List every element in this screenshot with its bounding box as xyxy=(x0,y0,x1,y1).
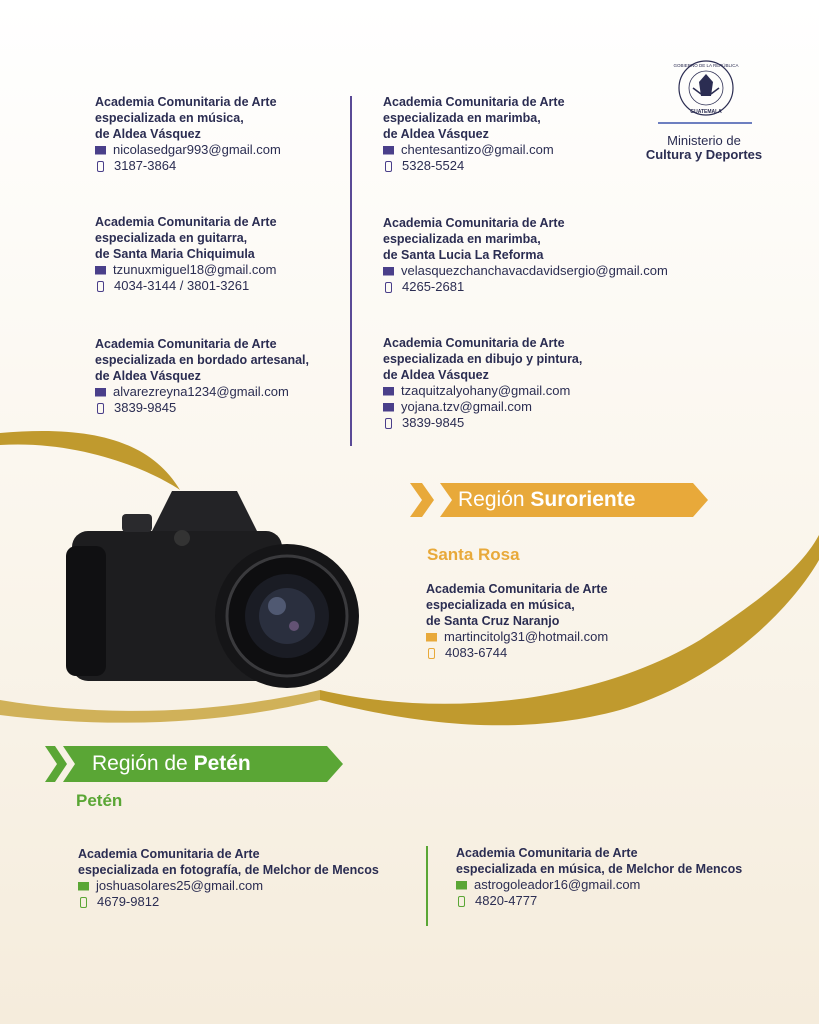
entry-email: tzunuxmiguel18@gmail.com xyxy=(113,262,277,277)
entry-specialty: especializada en marimba, xyxy=(383,232,541,246)
phone-icon xyxy=(458,896,465,907)
entry-specialty: especializada en bordado artesanal, xyxy=(95,353,309,367)
entry-specialty: especializada en marimba, xyxy=(383,111,541,125)
entry-title: Academia Comunitaria de Arte xyxy=(383,216,565,230)
entry-specialty: especializada en dibujo y pintura, xyxy=(383,352,583,366)
envelope-icon xyxy=(426,633,437,642)
entry-peten-1 xyxy=(78,846,379,910)
phone-icon xyxy=(97,403,104,414)
region-peten-banner xyxy=(92,747,251,781)
entry-top-right-1 xyxy=(383,94,565,174)
entry-location: de Aldea Vásquez xyxy=(383,368,489,382)
banner-prefix: Región de xyxy=(92,752,194,775)
dept-peten: Petén xyxy=(76,791,123,810)
envelope-icon xyxy=(95,146,106,155)
entry-email: martincitolg31@hotmail.com xyxy=(444,629,609,644)
entry-title: Academia Comunitaria de Arte xyxy=(456,846,638,860)
entry-email: joshuasolares25@gmail.com xyxy=(96,878,264,893)
entry-location: de Santa Maria Chiquimula xyxy=(95,247,255,261)
phone-icon xyxy=(385,282,392,293)
column-divider-bottom xyxy=(426,846,428,926)
entry-email-2: yojana.tzv@gmail.com xyxy=(401,399,532,414)
entry-email: astrogoleador16@gmail.com xyxy=(474,877,641,892)
phone-icon xyxy=(385,418,392,429)
entry-email: alvarezreyna1234@gmail.com xyxy=(113,384,289,399)
entry-phone: 4034-3144 / 3801-3261 xyxy=(114,278,250,293)
entry-phone: 3839-9845 xyxy=(114,400,177,415)
entry-santa-rosa xyxy=(426,581,608,661)
phone-icon xyxy=(428,648,435,659)
entry-phone: 4083-6744 xyxy=(445,645,508,660)
entry-title: Academia Comunitaria de Arte xyxy=(95,337,277,351)
entry-phone: 4679-9812 xyxy=(97,894,160,909)
svg-text:GOBIERNO DE LA REPÚBLICA: GOBIERNO DE LA REPÚBLICA xyxy=(673,63,739,68)
entry-email: chentesantizo@gmail.com xyxy=(401,142,554,157)
entry-specialty: especializada en fotografía, de Melchor de Mencos xyxy=(78,863,379,877)
entry-specialty: especializada en guitarra, xyxy=(95,231,248,245)
dept-santa-rosa: Santa Rosa xyxy=(427,545,520,564)
entry-top-left-2 xyxy=(95,214,277,294)
envelope-icon xyxy=(456,881,467,890)
entry-title: Academia Comunitaria de Arte xyxy=(426,582,608,596)
banner-region: Suroriente xyxy=(530,488,636,511)
logo-divider xyxy=(658,122,752,124)
entry-phone: 4820-4777 xyxy=(475,893,538,908)
entry-title: Academia Comunitaria de Arte xyxy=(383,95,565,109)
phone-icon xyxy=(97,161,104,172)
entry-location: de Santa Lucia La Reforma xyxy=(383,248,544,262)
entry-specialty: especializada en música, xyxy=(426,598,575,612)
envelope-icon xyxy=(383,403,394,412)
ministry-logo xyxy=(644,58,764,168)
entry-phone: 4265-2681 xyxy=(402,279,465,294)
entry-phone: 3187-3864 xyxy=(114,158,177,173)
ministry-line1: Ministerio de xyxy=(667,133,741,148)
ministry-line2: Cultura y Deportes xyxy=(645,147,763,162)
entry-top-right-3 xyxy=(383,335,582,431)
entry-email: velasquezchanchavacdavidsergio@gmail.com xyxy=(401,263,668,278)
envelope-icon xyxy=(95,266,106,275)
column-divider-top xyxy=(350,96,352,446)
entry-top-left-1 xyxy=(95,94,281,174)
entry-email: tzaquitzalyohany@gmail.com xyxy=(401,383,571,398)
envelope-icon xyxy=(383,267,394,276)
entry-location: de Santa Cruz Naranjo xyxy=(426,614,560,628)
entry-location: de Aldea Vásquez xyxy=(95,369,201,383)
entry-phone: 3839-9845 xyxy=(402,415,465,430)
banner-region: Petén xyxy=(193,752,251,775)
camera-image xyxy=(62,476,362,696)
entry-specialty: especializada en música, xyxy=(95,111,244,125)
envelope-icon xyxy=(383,146,394,155)
entry-top-right-2 xyxy=(383,215,668,295)
entry-title: Academia Comunitaria de Arte xyxy=(383,336,565,350)
phone-icon xyxy=(97,281,104,292)
envelope-icon xyxy=(383,387,394,396)
entry-email: nicolasedgar993@gmail.com xyxy=(113,142,281,157)
entry-location: de Aldea Vásquez xyxy=(383,127,489,141)
entry-title: Academia Comunitaria de Arte xyxy=(78,847,260,861)
region-suroriente-banner xyxy=(458,483,635,517)
envelope-icon xyxy=(95,388,106,397)
phone-icon xyxy=(80,897,87,908)
banner-prefix: Región xyxy=(458,488,531,511)
entry-title: Academia Comunitaria de Arte xyxy=(95,95,277,109)
entry-phone: 5328-5524 xyxy=(402,158,465,173)
entry-location: de Aldea Vásquez xyxy=(95,127,201,141)
entry-peten-2 xyxy=(456,845,742,909)
coat-of-arms-icon xyxy=(671,58,741,118)
envelope-icon xyxy=(78,882,89,891)
entry-top-left-3 xyxy=(95,336,309,416)
phone-icon xyxy=(385,161,392,172)
svg-text:GUATEMALA: GUATEMALA xyxy=(690,109,722,115)
entry-title: Academia Comunitaria de Arte xyxy=(95,215,277,229)
entry-specialty: especializada en música, de Melchor de Mencos xyxy=(456,862,743,876)
